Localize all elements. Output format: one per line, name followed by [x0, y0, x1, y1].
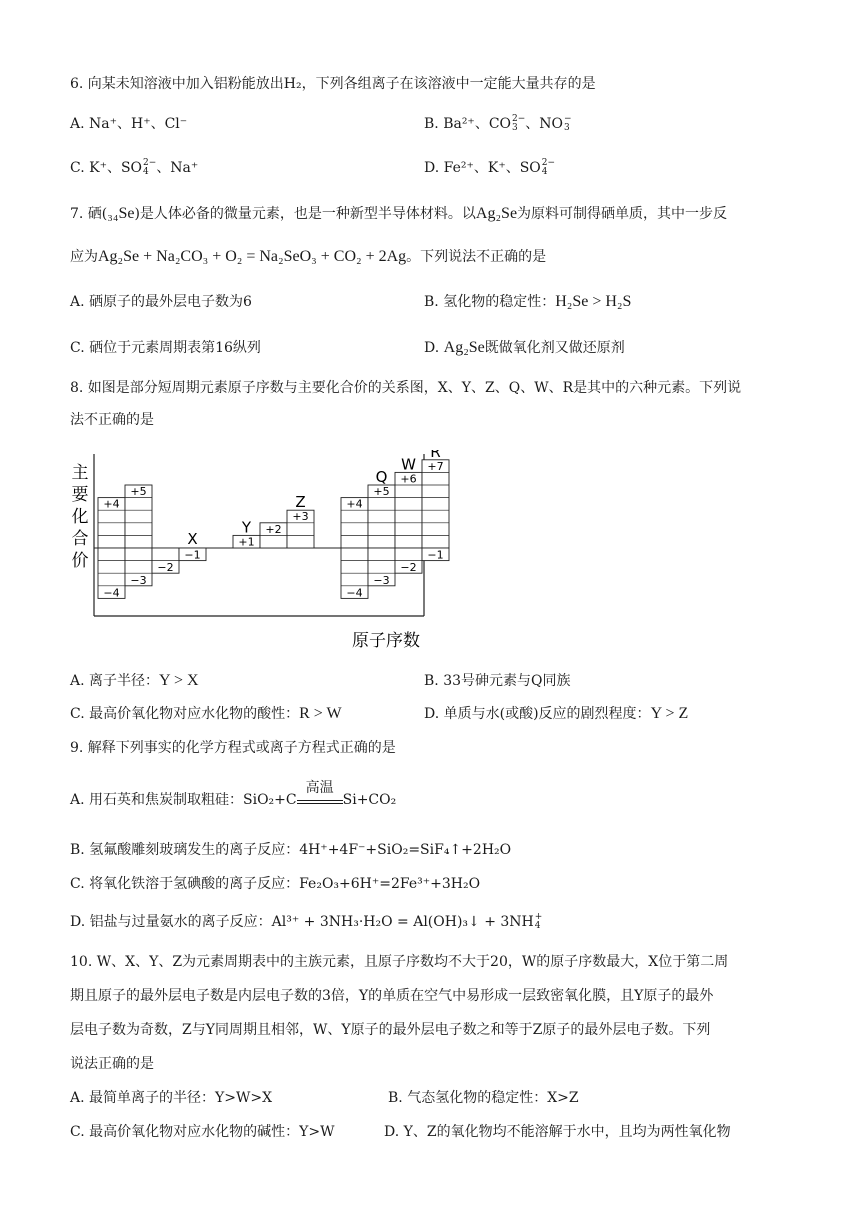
q8-option-c-math: R > W — [299, 705, 342, 722]
q8-option-d-math: Y > Z — [650, 705, 689, 722]
q6-option-c-suffix: 、Na⁺ — [156, 160, 199, 176]
reaction-condition-arrow — [297, 780, 343, 804]
q6-d-charge: 2− — [541, 158, 556, 168]
bar-value-label: +4 — [346, 497, 363, 511]
q10-option-b: B. 气态氢化物的稳定性：X>Z — [388, 1090, 579, 1106]
q7-option-a: A. 硒原子的最外层电子数为6 — [70, 294, 252, 310]
q7-stem-prefix: 7. 硒( — [70, 206, 108, 222]
bar-value-label: −4 — [103, 586, 120, 600]
q6-c-charge: 2− — [143, 158, 157, 168]
q9-option-d — [70, 912, 542, 932]
q6-option-c-prefix: C. K⁺、SO — [70, 160, 143, 176]
q9-option-a — [70, 780, 397, 810]
q7-option-b — [424, 292, 631, 312]
bar-value-label: +3 — [292, 510, 309, 524]
chart-ylabel-char: 要 — [71, 485, 89, 505]
q7-option-d-prefix: D. — [424, 340, 440, 356]
q7-stem-mid: )是人体必备的微量元素，也是一种新型半导体材料。以 — [134, 206, 476, 222]
q7-option-c: C. 硒位于元素周期表第16纵列 — [70, 340, 261, 356]
q8-option-c — [70, 704, 342, 724]
chart-ylabel — [72, 463, 89, 571]
q6-c-sub: 4 — [143, 167, 149, 177]
chart-ylabel-char: 合 — [71, 529, 89, 549]
chart-ylabel-char: 主 — [71, 463, 89, 483]
q7-line2-prefix: 应为 — [70, 249, 98, 265]
element-label-y: Y — [241, 518, 252, 537]
q8-option-a-math: Y > X — [159, 672, 199, 689]
bar-value-label: +5 — [373, 485, 390, 498]
element-label-w: W — [401, 455, 416, 474]
q7-stem-line2 — [70, 247, 546, 267]
q7-se-symbol: ₃₄Se — [107, 205, 135, 222]
q8-option-c-prefix: C. 最高价氧化物对应水化物的酸性： — [70, 706, 300, 722]
q7-option-d-suffix: 既做氧化剂又做还原剂 — [484, 340, 625, 356]
q7-option-b-math: H₂Se > H₂S — [555, 293, 632, 310]
q10-stem-line1: 10. W、X、Y、Z为元素周期表中的主族元素，且原子序数均不大于20，W的原子序数最大，X位于第二周 — [70, 954, 729, 970]
q9-option-a-prefix: A. 用石英和焦炭制取粗硅：SiO₂+C — [70, 792, 297, 808]
q9-condition: 高温 — [305, 780, 334, 796]
bar-value-label: +6 — [400, 472, 417, 486]
q8-option-d — [424, 704, 688, 724]
q10-option-d: D. Y、Z的氧化物均不能溶解于水中，且均为两性氧化物 — [384, 1124, 731, 1140]
q10-option-a: A. 最简单离子的半径：Y>W>X — [70, 1090, 273, 1106]
valence-chart-svg — [68, 450, 468, 660]
q9-option-d-prefix: D. 铝盐与过量氨水的离子反应：Al³⁺ + 3NH₃·H₂O = Al(OH)₃↓ + 3NH — [70, 914, 534, 930]
q9-stem: 9. 解释下列事实的化学方程式或离子方程式正确的是 — [70, 740, 396, 756]
q7-ag2se: Ag₂Se — [475, 205, 518, 222]
chart-ylabel-char: 价 — [71, 551, 89, 571]
q8-option-d-prefix: D. 单质与水(或酸)反应的剧烈程度： — [424, 706, 651, 722]
bar-value-label: +2 — [265, 522, 282, 536]
element-label-x: X — [187, 530, 198, 548]
q6-option-d — [424, 158, 555, 178]
q6-option-b-sep: 、NO — [525, 116, 564, 132]
positive-valence-bar — [422, 460, 449, 548]
bar-value-label: +7 — [427, 459, 444, 473]
q6-option-b-prefix: B. Ba²⁺、CO — [424, 116, 512, 132]
q6-b-sub1: 3 — [512, 123, 518, 133]
q7-option-d-math: Ag₂Se — [443, 339, 485, 356]
q7-line2-suffix: 。下列说法不正确的是 — [406, 249, 547, 265]
q7-stem-line1 — [70, 204, 727, 224]
q9-option-c: C. 将氧化铁溶于氢碘酸的离子反应：Fe₂O₃+6H⁺=2Fe³⁺+3H₂O — [70, 876, 481, 892]
bar-value-label: −2 — [400, 561, 417, 575]
q10-stem-line3: 层电子数为奇数，Z与Y同周期且相邻，W、Y原子的最外层电子数之和等于Z原子的最外层电子数。下列 — [70, 1022, 711, 1038]
bar-value-label: −3 — [373, 573, 390, 587]
q7-stem-tail: 为原料可制得硒单质，其中一步反 — [517, 206, 728, 222]
q7-option-d — [424, 338, 625, 358]
q10-stem-line4: 说法正确的是 — [70, 1056, 154, 1072]
q6-b-charge1: 2− — [512, 114, 526, 124]
bar-value-label: −4 — [346, 586, 363, 600]
q6-option-c — [70, 158, 198, 178]
q6-d-sub: 4 — [541, 167, 548, 177]
element-label-r: R — [430, 450, 441, 461]
q6-option-b — [424, 114, 572, 134]
q6-option-a: A. Na⁺、H⁺、Cl⁻ — [70, 116, 188, 132]
q8-stem-line1: 8. 如图是部分短周期元素原子序数与主要化合价的关系图，X、Y、Z、Q、W、R是其中的六种元素。下列说 — [70, 380, 742, 396]
chart-xlabel: 原子序数 — [352, 631, 420, 651]
bar-value-label: −1 — [184, 548, 201, 562]
q9-d-sub: 4 — [534, 921, 541, 931]
bar-value-label: +4 — [103, 497, 120, 511]
q8-option-a-prefix: A. 离子半径： — [70, 673, 160, 689]
q8-stem-line2: 法不正确的是 — [70, 412, 154, 428]
q10-stem-line2: 期且原子的最外层电子数是内层电子数的3倍，Y的单质在空气中易形成一层致密氧化膜，且Y原子的最外 — [70, 988, 714, 1004]
q7-option-b-prefix: B. 氢化物的稳定性： — [424, 294, 556, 310]
q9-option-a-suffix: Si+CO₂ — [342, 792, 397, 808]
q8-option-b: B. 33号砷元素与Q同族 — [424, 673, 571, 689]
q6-b-charge2: − — [564, 114, 572, 124]
bar-value-label: −1 — [427, 548, 444, 562]
q9-option-b: B. 氢氟酸雕刻玻璃发生的离子反应：4H⁺+4F⁻+SiO₂=SiF₄↑+2H₂O — [70, 842, 512, 858]
q6-stem: 6. 向某未知溶液中加入铝粉能放出H₂，下列各组离子在该溶液中一定能大量共存的是 — [70, 76, 596, 92]
q6-option-d-prefix: D. Fe²⁺、K⁺、SO — [424, 160, 541, 176]
q7-equation: Ag₂Se + Na₂CO₃ + O₂ = Na₂SeO₃ + CO₂ + 2Ag — [98, 248, 407, 265]
valence-chart — [68, 450, 468, 660]
q6-b-sub2: 3 — [564, 123, 570, 133]
element-label-q: Q — [375, 468, 388, 486]
bar-value-label: +1 — [238, 535, 255, 549]
element-label-z: Z — [295, 493, 306, 512]
q10-option-c: C. 最高价氧化物对应水化物的碱性：Y>W — [70, 1124, 335, 1140]
bar-value-label: −3 — [130, 573, 147, 587]
chart-ylabel-char: 化 — [71, 507, 89, 527]
bar-value-label: −2 — [157, 561, 174, 575]
q9-d-charge: + — [534, 912, 543, 922]
bar-value-label: +5 — [130, 485, 147, 498]
q8-option-a — [70, 671, 199, 691]
